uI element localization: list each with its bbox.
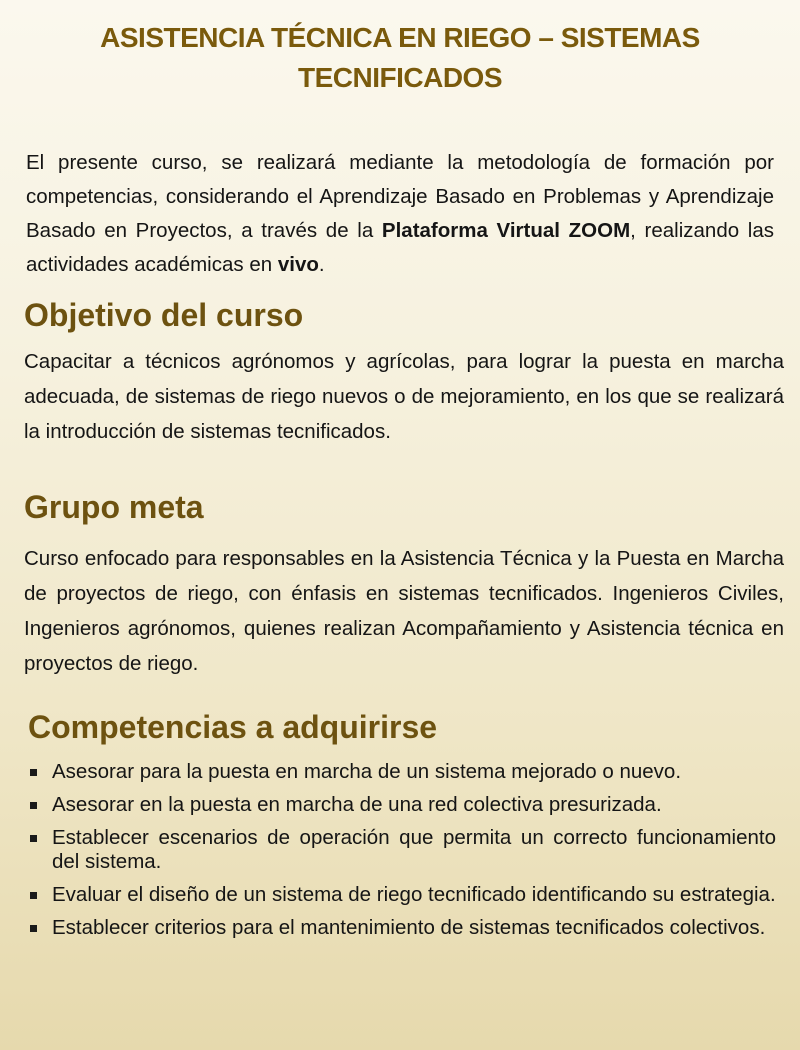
objetivo-text: Capacitar a técnicos agrónomos y agrícolas, para lograr la puesta en marcha adecuada, de sistemas de riego nuevos o de mejoramiento, en los que se realizará la introducción de sistemas tecnificados. xyxy=(24,350,784,443)
intro-text-part2: , realizando las actividades académicas en xyxy=(26,219,775,276)
square-bullet-icon xyxy=(30,892,37,899)
intro-text-part1: El presente curso, se realizará mediante la metodología de formación por competencias, considerando el Aprendizaje Basado en Problemas y Aprendizaje Basado en Proyectos, a través de la xyxy=(26,151,774,242)
list-item-text: Establecer escenarios de operación que permita un correcto funcionamiento del sistema. xyxy=(52,826,776,873)
page-title: ASISTENCIA TÉCNICA EN RIEGO – SISTEMAS TECNIFICADOS xyxy=(100,22,700,93)
grupo-heading: Grupo meta xyxy=(24,489,204,525)
list-item-text: Asesorar para la puesta en marcha de un sistema mejorado o nuevo. xyxy=(52,760,682,783)
square-bullet-icon xyxy=(30,835,37,842)
list-item xyxy=(28,793,776,817)
list-item-text: Establecer criterios para el mantenimiento de sistemas tecnificados colectivos. xyxy=(52,916,766,939)
list-item xyxy=(28,883,776,907)
intro-text-part3: . xyxy=(318,253,325,276)
list-item xyxy=(28,916,776,940)
intro-platform-bold: Plataforma Virtual ZOOM xyxy=(381,219,631,242)
intro-live-bold: vivo xyxy=(277,253,319,276)
competencias-list xyxy=(28,760,776,949)
list-item-text: Asesorar en la puesta en marcha de una red colectiva presurizada. xyxy=(52,793,662,816)
list-item-text: Evaluar el diseño de un sistema de riego tecnificado identificando su estrategia. xyxy=(52,883,776,906)
competencias-heading: Competencias a adquirirse xyxy=(28,709,438,745)
square-bullet-icon xyxy=(30,769,37,776)
objetivo-heading: Objetivo del curso xyxy=(24,297,304,333)
list-item xyxy=(28,760,776,784)
list-item xyxy=(28,826,776,874)
square-bullet-icon xyxy=(30,925,37,932)
intro-paragraph xyxy=(26,146,774,282)
grupo-text: Curso enfocado para responsables en la Asistencia Técnica y la Puesta en Marcha de proyectos de riego, con énfasis en sistemas tecnificados. Ingenieros Civiles, Ingenieros agrónomos, quienes realizan Acompañamiento y Asistencia técnica en proyectos de riego. xyxy=(24,547,784,675)
square-bullet-icon xyxy=(30,802,37,809)
